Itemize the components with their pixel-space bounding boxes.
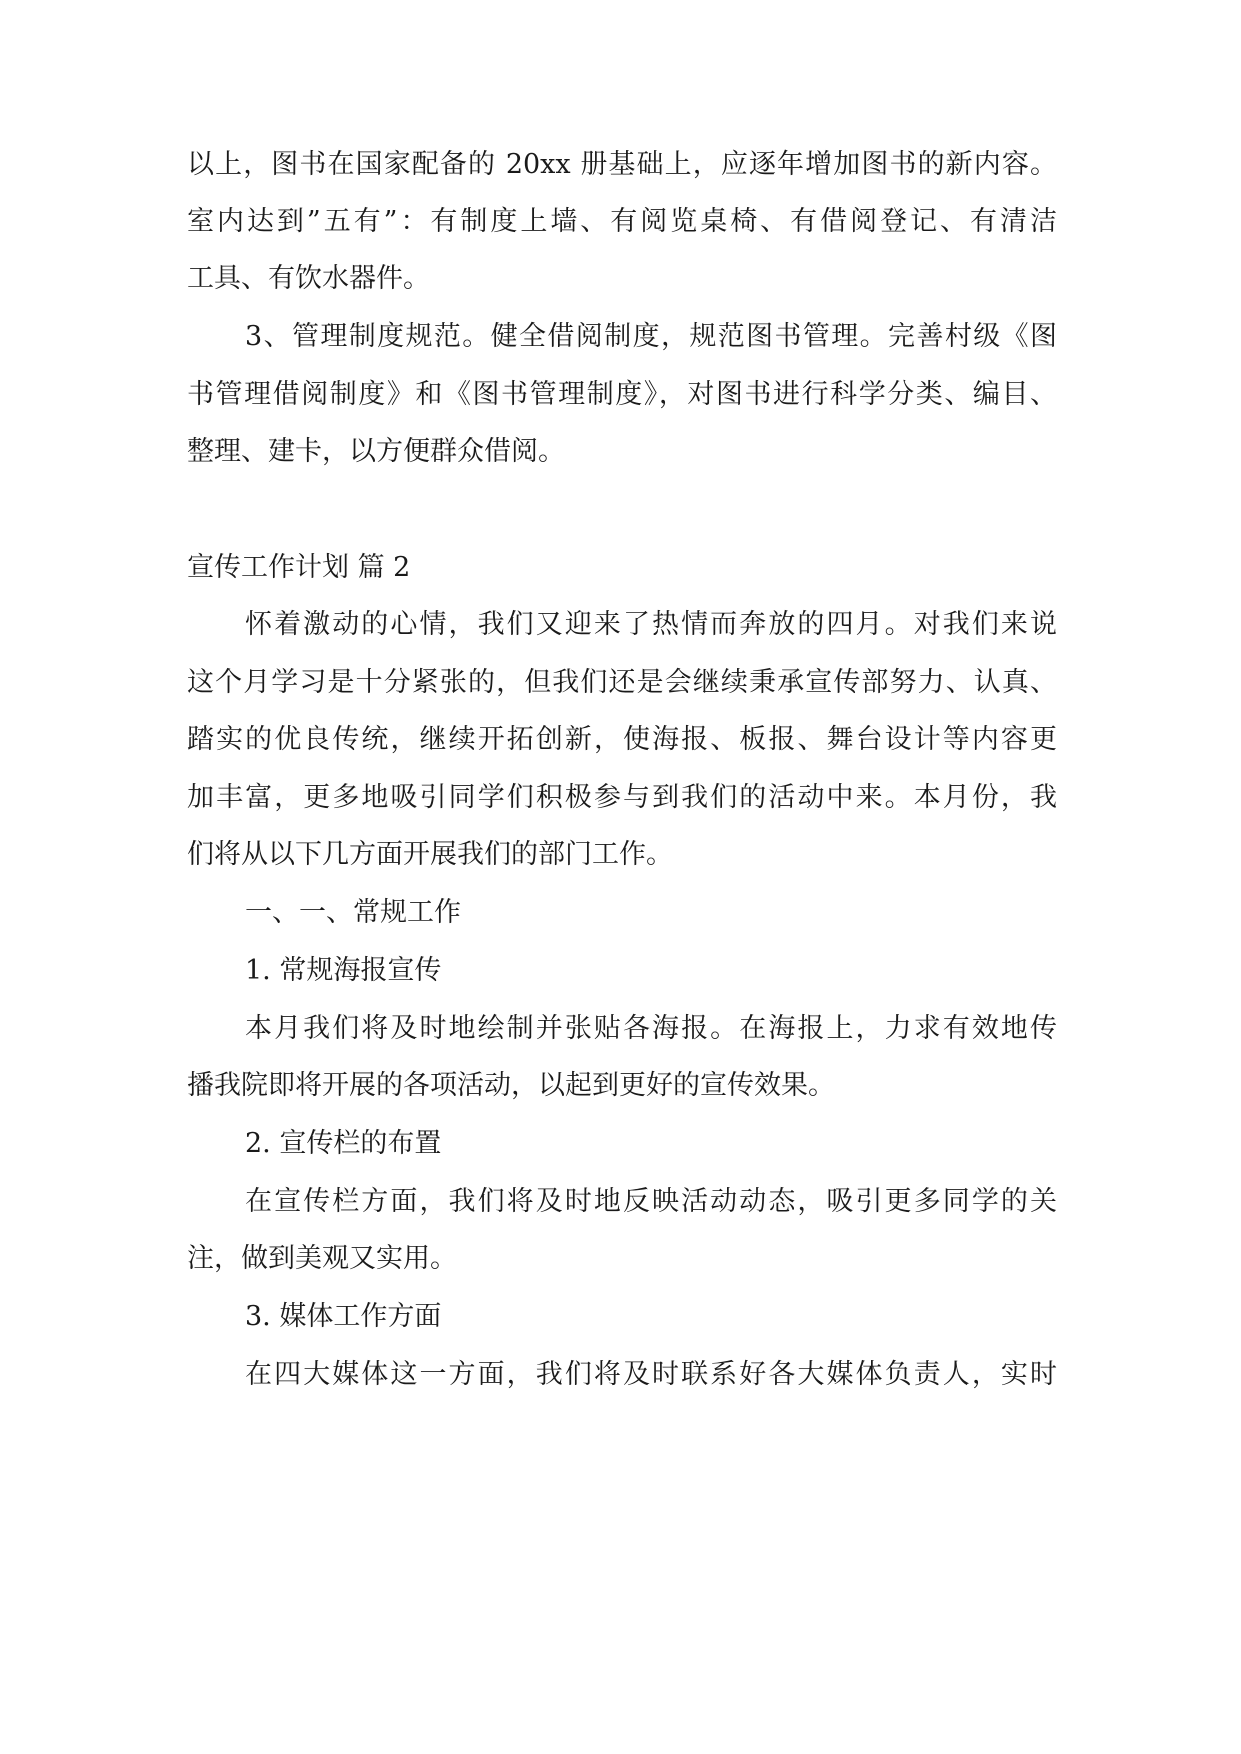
subsection-heading: 3. 媒体工作方面 <box>245 1301 442 1332</box>
body-text-line: 这个月学习是十分紧张的，但我们还是会继续秉承宣传部努力、认真、 <box>187 667 1057 698</box>
section-title: 宣传工作计划 篇 2 <box>187 552 411 583</box>
part-heading: 一、一、常规工作 <box>245 897 461 928</box>
body-text-line: 加丰富，更多地吸引同学们积极参与到我们的活动中来。本月份，我 <box>187 782 1057 813</box>
subsection-heading: 1. 常规海报宣传 <box>245 955 442 986</box>
body-text-line: 3、管理制度规范。健全借阅制度，规范图书管理。完善村级《图 <box>245 321 1057 352</box>
body-text-line: 书管理借阅制度》和《图书管理制度》，对图书进行科学分类、编目、 <box>187 379 1057 410</box>
body-text-line: 在宣传栏方面，我们将及时地反映活动动态，吸引更多同学的关 <box>245 1186 1057 1217</box>
body-text-line: 注，做到美观又实用。 <box>187 1243 457 1274</box>
subsection-heading: 2. 宣传栏的布置 <box>245 1128 442 1159</box>
body-text-line: 本月我们将及时地绘制并张贴各海报。在海报上，力求有效地传 <box>245 1013 1057 1044</box>
body-text-line: 怀着激动的心情，我们又迎来了热情而奔放的四月。对我们来说 <box>245 609 1057 640</box>
body-text-line: 踏实的优良传统，继续开拓创新，使海报、板报、舞台设计等内容更 <box>187 724 1057 755</box>
body-text-line: 们将从以下几方面开展我们的部门工作。 <box>187 839 673 870</box>
body-text-line: 播我院即将开展的各项活动，以起到更好的宣传效果。 <box>187 1070 835 1101</box>
body-text-line: 以上，图书在国家配备的 20xx 册基础上，应逐年增加图书的新内容。 <box>187 149 1057 180</box>
body-text-line: 在四大媒体这一方面，我们将及时联系好各大媒体负责人，实时 <box>245 1359 1057 1390</box>
body-text-line: 工具、有饮水器件。 <box>187 263 430 294</box>
body-text-line: 整理、建卡，以方便群众借阅。 <box>187 436 565 467</box>
body-text-line: 室内达到”五有”：有制度上墙、有阅览桌椅、有借阅登记、有清洁 <box>187 206 1057 237</box>
